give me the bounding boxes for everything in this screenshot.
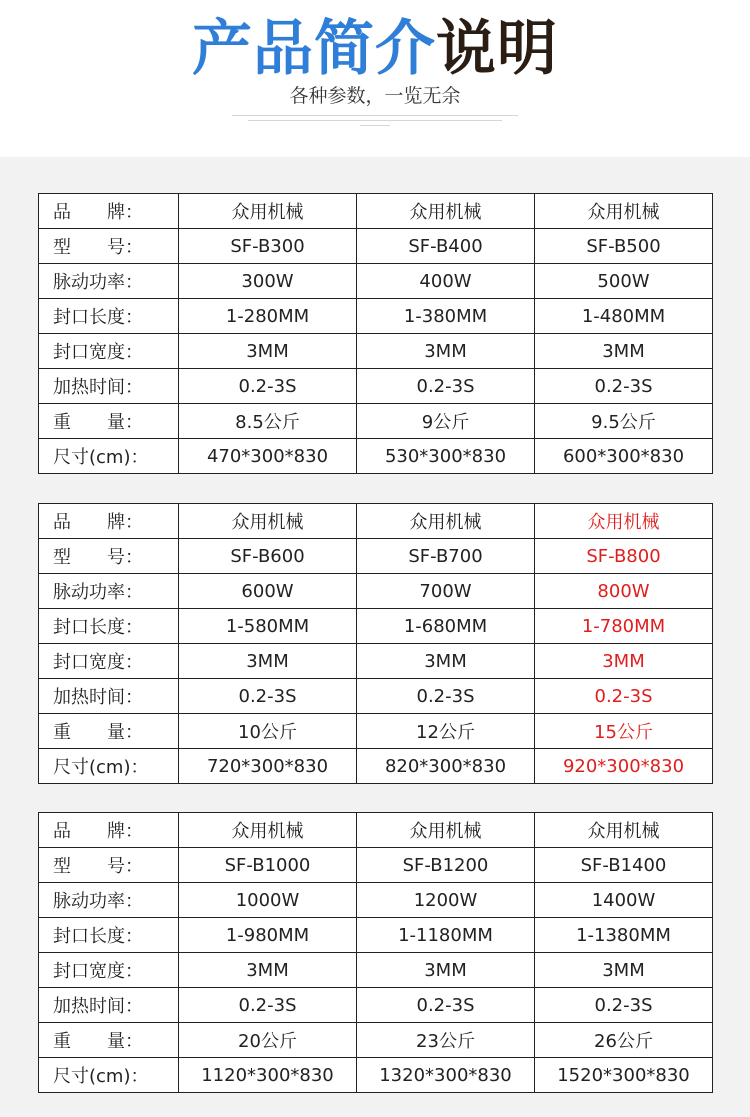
table-cell: 1-680MM: [357, 609, 535, 644]
table-row: [39, 334, 713, 369]
table-cell: 1-1380MM: [535, 918, 713, 953]
table-cell: 3MM: [179, 953, 357, 988]
row-label-seal-width: 封口宽度：: [39, 334, 179, 369]
table-row: [39, 918, 713, 953]
table-cell-highlight: 920*300*830: [535, 749, 713, 784]
table-row: [39, 574, 713, 609]
table-cell: 1-380MM: [357, 299, 535, 334]
table-cell: 1320*300*830: [357, 1058, 535, 1093]
page-header: [0, 0, 750, 157]
table-cell: 众用机械: [179, 194, 357, 229]
table-row: [39, 299, 713, 334]
table-cell: 530*300*830: [357, 439, 535, 474]
table-cell: 众用机械: [179, 813, 357, 848]
table-cell: 820*300*830: [357, 749, 535, 784]
table-cell: 0.2-3S: [357, 988, 535, 1023]
table-row: [39, 679, 713, 714]
table-cell: SF-B1200: [357, 848, 535, 883]
table-cell-highlight: SF-B800: [535, 539, 713, 574]
table-cell: 600*300*830: [535, 439, 713, 474]
table-row: [39, 749, 713, 784]
table-cell: 1520*300*830: [535, 1058, 713, 1093]
table-row: [39, 404, 713, 439]
row-label-heat-time: 加热时间：: [39, 369, 179, 404]
table-cell: 众用机械: [357, 813, 535, 848]
table-row: [39, 264, 713, 299]
table-row: [39, 644, 713, 679]
table-cell: 23公斤: [357, 1023, 535, 1058]
table-cell: 众用机械: [179, 504, 357, 539]
row-label-weight: 重 量：: [39, 1023, 179, 1058]
row-label-seal-width: 封口宽度：: [39, 953, 179, 988]
table-row: [39, 883, 713, 918]
table-cell: 1120*300*830: [179, 1058, 357, 1093]
table-cell: 0.2-3S: [179, 679, 357, 714]
table-cell: 众用机械: [357, 504, 535, 539]
table-row: [39, 439, 713, 474]
table-row: [39, 813, 713, 848]
table-cell: 1000W: [179, 883, 357, 918]
table-cell: 0.2-3S: [535, 369, 713, 404]
row-label-power: 脉动功率：: [39, 574, 179, 609]
table-cell: 3MM: [535, 334, 713, 369]
table-cell: 3MM: [357, 953, 535, 988]
page-subtitle: 各种参数，一览无余: [289, 85, 461, 107]
table-cell: 26公斤: [535, 1023, 713, 1058]
row-label-model: 型 号：: [39, 229, 179, 264]
table-cell: SF-B400: [357, 229, 535, 264]
table-cell: 720*300*830: [179, 749, 357, 784]
table-cell: 10公斤: [179, 714, 357, 749]
table-cell: SF-B1000: [179, 848, 357, 883]
table-cell: SF-B300: [179, 229, 357, 264]
table-cell: 700W: [357, 574, 535, 609]
table-row: [39, 229, 713, 264]
table-row: [39, 539, 713, 574]
table-cell: 20公斤: [179, 1023, 357, 1058]
table-cell: 0.2-3S: [357, 369, 535, 404]
table-cell-highlight: 3MM: [535, 644, 713, 679]
table-cell: 0.2-3S: [179, 369, 357, 404]
table-cell: 1-980MM: [179, 918, 357, 953]
table-cell: 众用机械: [357, 194, 535, 229]
row-label-size: 尺寸(cm)：: [39, 1058, 179, 1093]
table-cell: 0.2-3S: [179, 988, 357, 1023]
table-cell: 9公斤: [357, 404, 535, 439]
table-row: [39, 714, 713, 749]
table-cell: 500W: [535, 264, 713, 299]
table-cell: SF-B700: [357, 539, 535, 574]
spec-table-3: [38, 812, 713, 1093]
table-row: [39, 609, 713, 644]
table-cell: 8.5公斤: [179, 404, 357, 439]
row-label-brand: 品 牌：: [39, 813, 179, 848]
table-row: [39, 504, 713, 539]
decorative-line: [248, 120, 502, 121]
row-label-heat-time: 加热时间：: [39, 988, 179, 1023]
row-label-seal-length: 封口长度：: [39, 299, 179, 334]
table-cell: SF-B1400: [535, 848, 713, 883]
row-label-brand: 品 牌：: [39, 194, 179, 229]
table-cell-highlight: 1-780MM: [535, 609, 713, 644]
table-cell: 众用机械: [535, 813, 713, 848]
table-cell-highlight: 800W: [535, 574, 713, 609]
row-label-size: 尺寸(cm)：: [39, 439, 179, 474]
table-cell: 众用机械: [535, 194, 713, 229]
table-row: [39, 848, 713, 883]
row-label-power: 脉动功率：: [39, 883, 179, 918]
table-cell: SF-B500: [535, 229, 713, 264]
decorative-line: [232, 115, 518, 116]
spec-table-2: [38, 503, 713, 784]
table-cell-highlight: 众用机械: [535, 504, 713, 539]
title-dark-part: 说明: [436, 14, 558, 84]
table-cell-highlight: 0.2-3S: [535, 679, 713, 714]
row-label-weight: 重 量：: [39, 404, 179, 439]
table-cell: 3MM: [357, 334, 535, 369]
table-cell: 470*300*830: [179, 439, 357, 474]
table-row: [39, 988, 713, 1023]
table-cell: 3MM: [357, 644, 535, 679]
table-cell: 3MM: [179, 334, 357, 369]
table-cell-highlight: 15公斤: [535, 714, 713, 749]
table-cell: 300W: [179, 264, 357, 299]
table-cell: 0.2-3S: [357, 679, 535, 714]
decorative-line: [360, 125, 390, 126]
row-label-seal-length: 封口长度：: [39, 918, 179, 953]
table-cell: 9.5公斤: [535, 404, 713, 439]
table-cell: 0.2-3S: [535, 988, 713, 1023]
table-cell: 600W: [179, 574, 357, 609]
table-cell: 1-280MM: [179, 299, 357, 334]
table-row: [39, 953, 713, 988]
row-label-brand: 品 牌：: [39, 504, 179, 539]
row-label-model: 型 号：: [39, 539, 179, 574]
table-cell: 3MM: [535, 953, 713, 988]
table-row: [39, 194, 713, 229]
row-label-seal-width: 封口宽度：: [39, 644, 179, 679]
row-label-weight: 重 量：: [39, 714, 179, 749]
table-row: [39, 1058, 713, 1093]
table-cell: 1-1180MM: [357, 918, 535, 953]
row-label-model: 型 号：: [39, 848, 179, 883]
table-cell: 12公斤: [357, 714, 535, 749]
row-label-size: 尺寸(cm)：: [39, 749, 179, 784]
title-blue-part: 产品简介: [192, 14, 436, 84]
spec-table-1: [38, 193, 713, 474]
table-row: [39, 369, 713, 404]
row-label-heat-time: 加热时间：: [39, 679, 179, 714]
table-cell: SF-B600: [179, 539, 357, 574]
row-label-seal-length: 封口长度：: [39, 609, 179, 644]
table-cell: 1-480MM: [535, 299, 713, 334]
table-cell: 3MM: [179, 644, 357, 679]
table-cell: 1-580MM: [179, 609, 357, 644]
table-cell: 1400W: [535, 883, 713, 918]
row-label-power: 脉动功率：: [39, 264, 179, 299]
page-title: [0, 14, 750, 84]
table-row: [39, 1023, 713, 1058]
table-cell: 1200W: [357, 883, 535, 918]
table-cell: 400W: [357, 264, 535, 299]
